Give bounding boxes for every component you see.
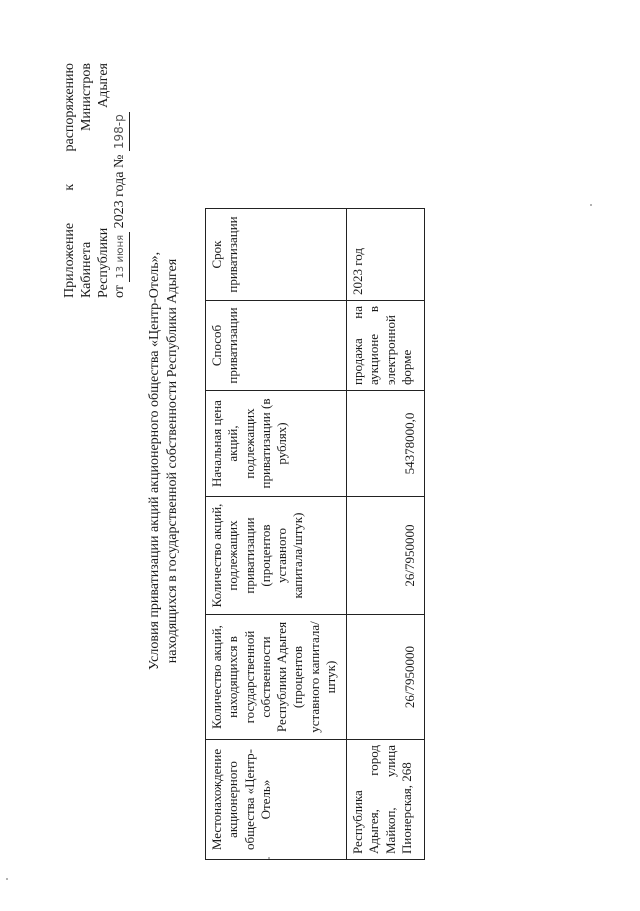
date-year-text: 2023 года №: [112, 154, 128, 229]
approval-line-2: [79, 63, 96, 298]
approval-date-line: [112, 63, 130, 298]
date-prefix: от: [112, 285, 128, 298]
approval-word: Республики: [95, 227, 111, 298]
approval-stamp: [62, 63, 130, 298]
approval-line-1: [62, 63, 79, 298]
header-shares-owned: Количество акций, находящихся в государственной собственности Республики Адыгея (процентов уставного капитала/штук): [206, 615, 347, 740]
cell-term: 2023 год: [347, 209, 425, 301]
cell-shares-owned: 26/7950000: [347, 615, 425, 740]
date-month: июня: [115, 234, 127, 263]
scan-speck: [590, 204, 592, 206]
approval-word: Министров: [78, 63, 94, 132]
date-day: 13: [115, 265, 127, 279]
order-number-field: [112, 112, 130, 151]
document-heading: [146, 111, 181, 811]
cell-method: продажа на аукционе в электронной форме: [347, 301, 425, 391]
approval-word: Кабинета: [78, 241, 94, 298]
scan-speck: [6, 878, 8, 880]
heading-line-1: Условия приватизации акций акционерного общества «Центр-Отель»,: [147, 251, 162, 671]
cell-initial-price: 54378000,0: [347, 391, 425, 497]
approval-line-3: [96, 63, 113, 298]
table-row: [347, 209, 425, 860]
table-header-row: [206, 209, 347, 860]
approval-word: Адыгея: [95, 63, 111, 108]
header-shares-privatized: Количество акций, подлежащих приватизации (процентов уставного капитала/штук): [206, 497, 347, 615]
cell-location: Республика Адыгея, город Майкоп, улица Пионерская, 268: [347, 740, 425, 860]
scan-speck: [268, 857, 270, 859]
header-term: Срок приватизации: [206, 209, 347, 301]
cell-shares-privatized: 26/7950000: [347, 497, 425, 615]
header-method: Способ приватизации: [206, 301, 347, 391]
date-day-field: [112, 232, 130, 282]
heading-line-2: находящихся в государственной собственности Республики Адыгея: [164, 258, 180, 664]
header-initial-price: Начальная цена акций, подлежащих приватизации (в рублях): [206, 391, 347, 497]
order-number: 198-р: [112, 114, 127, 150]
approval-word: Приложение: [62, 222, 77, 298]
privatization-table: [205, 208, 425, 860]
approval-word: распоряжению: [62, 63, 77, 152]
approval-word: к: [62, 183, 77, 191]
header-location: Местонахождение акционерного общества «Центр-Отель»: [206, 740, 347, 860]
